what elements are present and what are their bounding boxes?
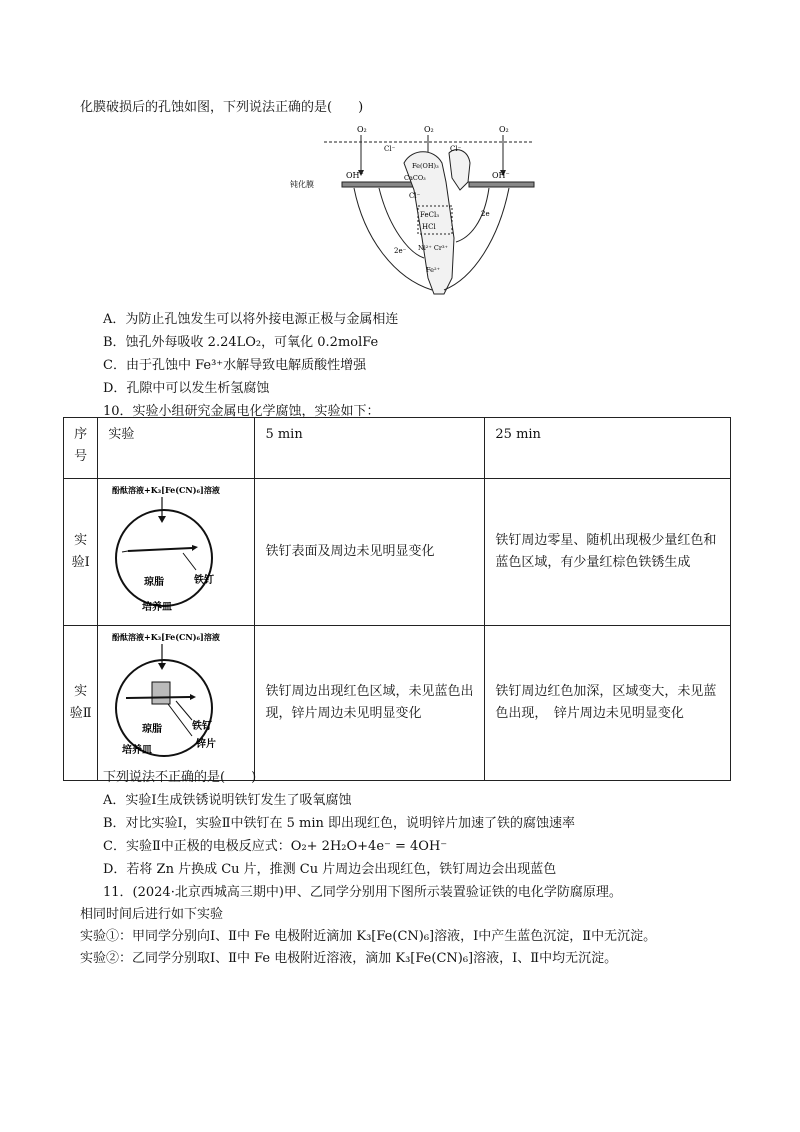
table-row (64, 479, 731, 626)
o2-label-1: O₂ (357, 125, 367, 134)
row1-figure (98, 479, 255, 626)
cl-label-right: Cl⁻ (450, 145, 462, 153)
q10-question: 下列说法不正确的是( ) (103, 770, 257, 785)
fig2-nail-label: 铁钉 (192, 721, 213, 732)
passivation-label: 钝化膜 (290, 180, 314, 189)
q10-option-d: D．若将 Zn 片换成 Cu 片，推测 Cu 片周边会出现红色，铁钉周边会出现蓝色 (103, 862, 557, 877)
oh-label-left: OH⁻ (346, 171, 364, 180)
experiment-2-diagram (98, 626, 248, 772)
q9-option-b: B．蚀孔外每吸收 2.24LO₂，可氧化 0.2molFe (103, 335, 379, 350)
fig1-nail-label: 铁钉 (194, 575, 215, 586)
row1-id: 实验Ⅰ (64, 479, 98, 626)
q11-exp1: 实验①：甲同学分别向Ⅰ、Ⅱ中 Fe 电极附近滴加 K₃[Fe(CN)₆]溶液，Ⅰ中产生蓝色沉淀，Ⅱ中无沉淀。 (80, 929, 657, 944)
oh-label-right: OH⁻ (492, 171, 510, 180)
fig2-top-label: 酚酞溶液+K₃[Fe(CN)₆]溶液 (112, 632, 221, 642)
row2-id: 实验Ⅱ (64, 626, 98, 781)
header-index: 序号 (64, 418, 98, 479)
o2-label-3: O₂ (499, 125, 509, 134)
q9-option-a: A．为防止孔蚀发生可以将外接电源正极与金属相连 (103, 312, 399, 327)
fig2-agar-label: 琼脂 (142, 724, 163, 735)
o2-label-2: O₂ (424, 125, 434, 134)
fig2-dish-label: 培养皿 (122, 745, 153, 756)
cl-label-left: Cl⁻ (384, 145, 396, 153)
fig2-zinc-label: 锌片 (196, 739, 217, 750)
row2-figure (98, 626, 255, 781)
row2-5min: 铁钉周边出现红色区域，未见蓝色出现，锌片周边未见明显变化 (255, 626, 485, 781)
header-25min: 25 min (485, 418, 731, 479)
caco3-label: CaCO₃ (404, 174, 426, 182)
hcl-label: HCl (422, 223, 436, 231)
row1-5min: 铁钉表面及周边未见明显变化 (255, 479, 485, 626)
feoh3-label: Fe(OH)₃ (412, 162, 439, 170)
row1-25min: 铁钉周边零星、随机出现极少量红色和蓝色区域，有少量红棕色铁锈生成 (485, 479, 731, 626)
table-header-row (64, 418, 731, 479)
two-e-label: 2e⁻ (394, 247, 407, 255)
fecl3-label: FeCl₃ (420, 211, 440, 219)
fe2-label: Fe²⁺ (426, 266, 441, 274)
ni-cr-label: Ni²⁺ Cr³⁺ (418, 244, 448, 252)
experiment-1-diagram (98, 479, 248, 617)
table-row (64, 626, 731, 781)
q9-intro: 化膜破损后的孔蚀如图，下列说法正确的是( ) (80, 100, 364, 115)
header-5min: 5 min (255, 418, 485, 479)
fig1-dish-label: 培养皿 (142, 602, 173, 613)
fig1-top-label: 酚酞溶液+K₃[Fe(CN)₆]溶液 (112, 485, 221, 495)
q11-intro: 11．(2024·北京西城高三期中)甲、乙同学分别用下图所示装置验证铁的电化学防腐原理。 (103, 885, 622, 900)
q10-intro: 10．实验小组研究金属电化学腐蚀，实验如下： (103, 404, 380, 419)
pitting-corrosion-diagram (284, 118, 554, 306)
row2-25min: 铁钉周边红色加深，区域变大，未见蓝色出现， 锌片周边未见明显变化 (485, 626, 731, 781)
two-e-right-label: 2e (481, 210, 490, 218)
q9-option-d: D．孔隙中可以发生析氢腐蚀 (103, 381, 270, 396)
q11-exp2: 实验②：乙同学分别取Ⅰ、Ⅱ中 Fe 电极附近溶液，滴加 K₃[Fe(CN)₆]溶液，Ⅰ、Ⅱ中均无沉淀。 (80, 951, 618, 966)
q10-option-b: B．对比实验Ⅰ，实验Ⅱ中铁钉在 5 min 即出现红色，说明锌片加速了铁的腐蚀速率 (103, 816, 576, 831)
q9-option-c: C．由于孔蚀中 Fe³⁺水解导致电解质酸性增强 (103, 358, 367, 373)
q10-option-a: A．实验Ⅰ生成铁锈说明铁钉发生了吸氧腐蚀 (103, 793, 352, 808)
q10-option-c: C．实验Ⅱ中正极的电极反应式：O₂+ 2H₂O+4e⁻ = 4OH⁻ (103, 839, 448, 854)
experiment-table (63, 417, 731, 781)
header-experiment: 实验 (98, 418, 255, 479)
q11-line2: 相同时间后进行如下实验 (80, 907, 224, 922)
fig1-agar-label: 琼脂 (144, 577, 165, 588)
cl-label-inner: Cl⁻ (409, 192, 421, 200)
